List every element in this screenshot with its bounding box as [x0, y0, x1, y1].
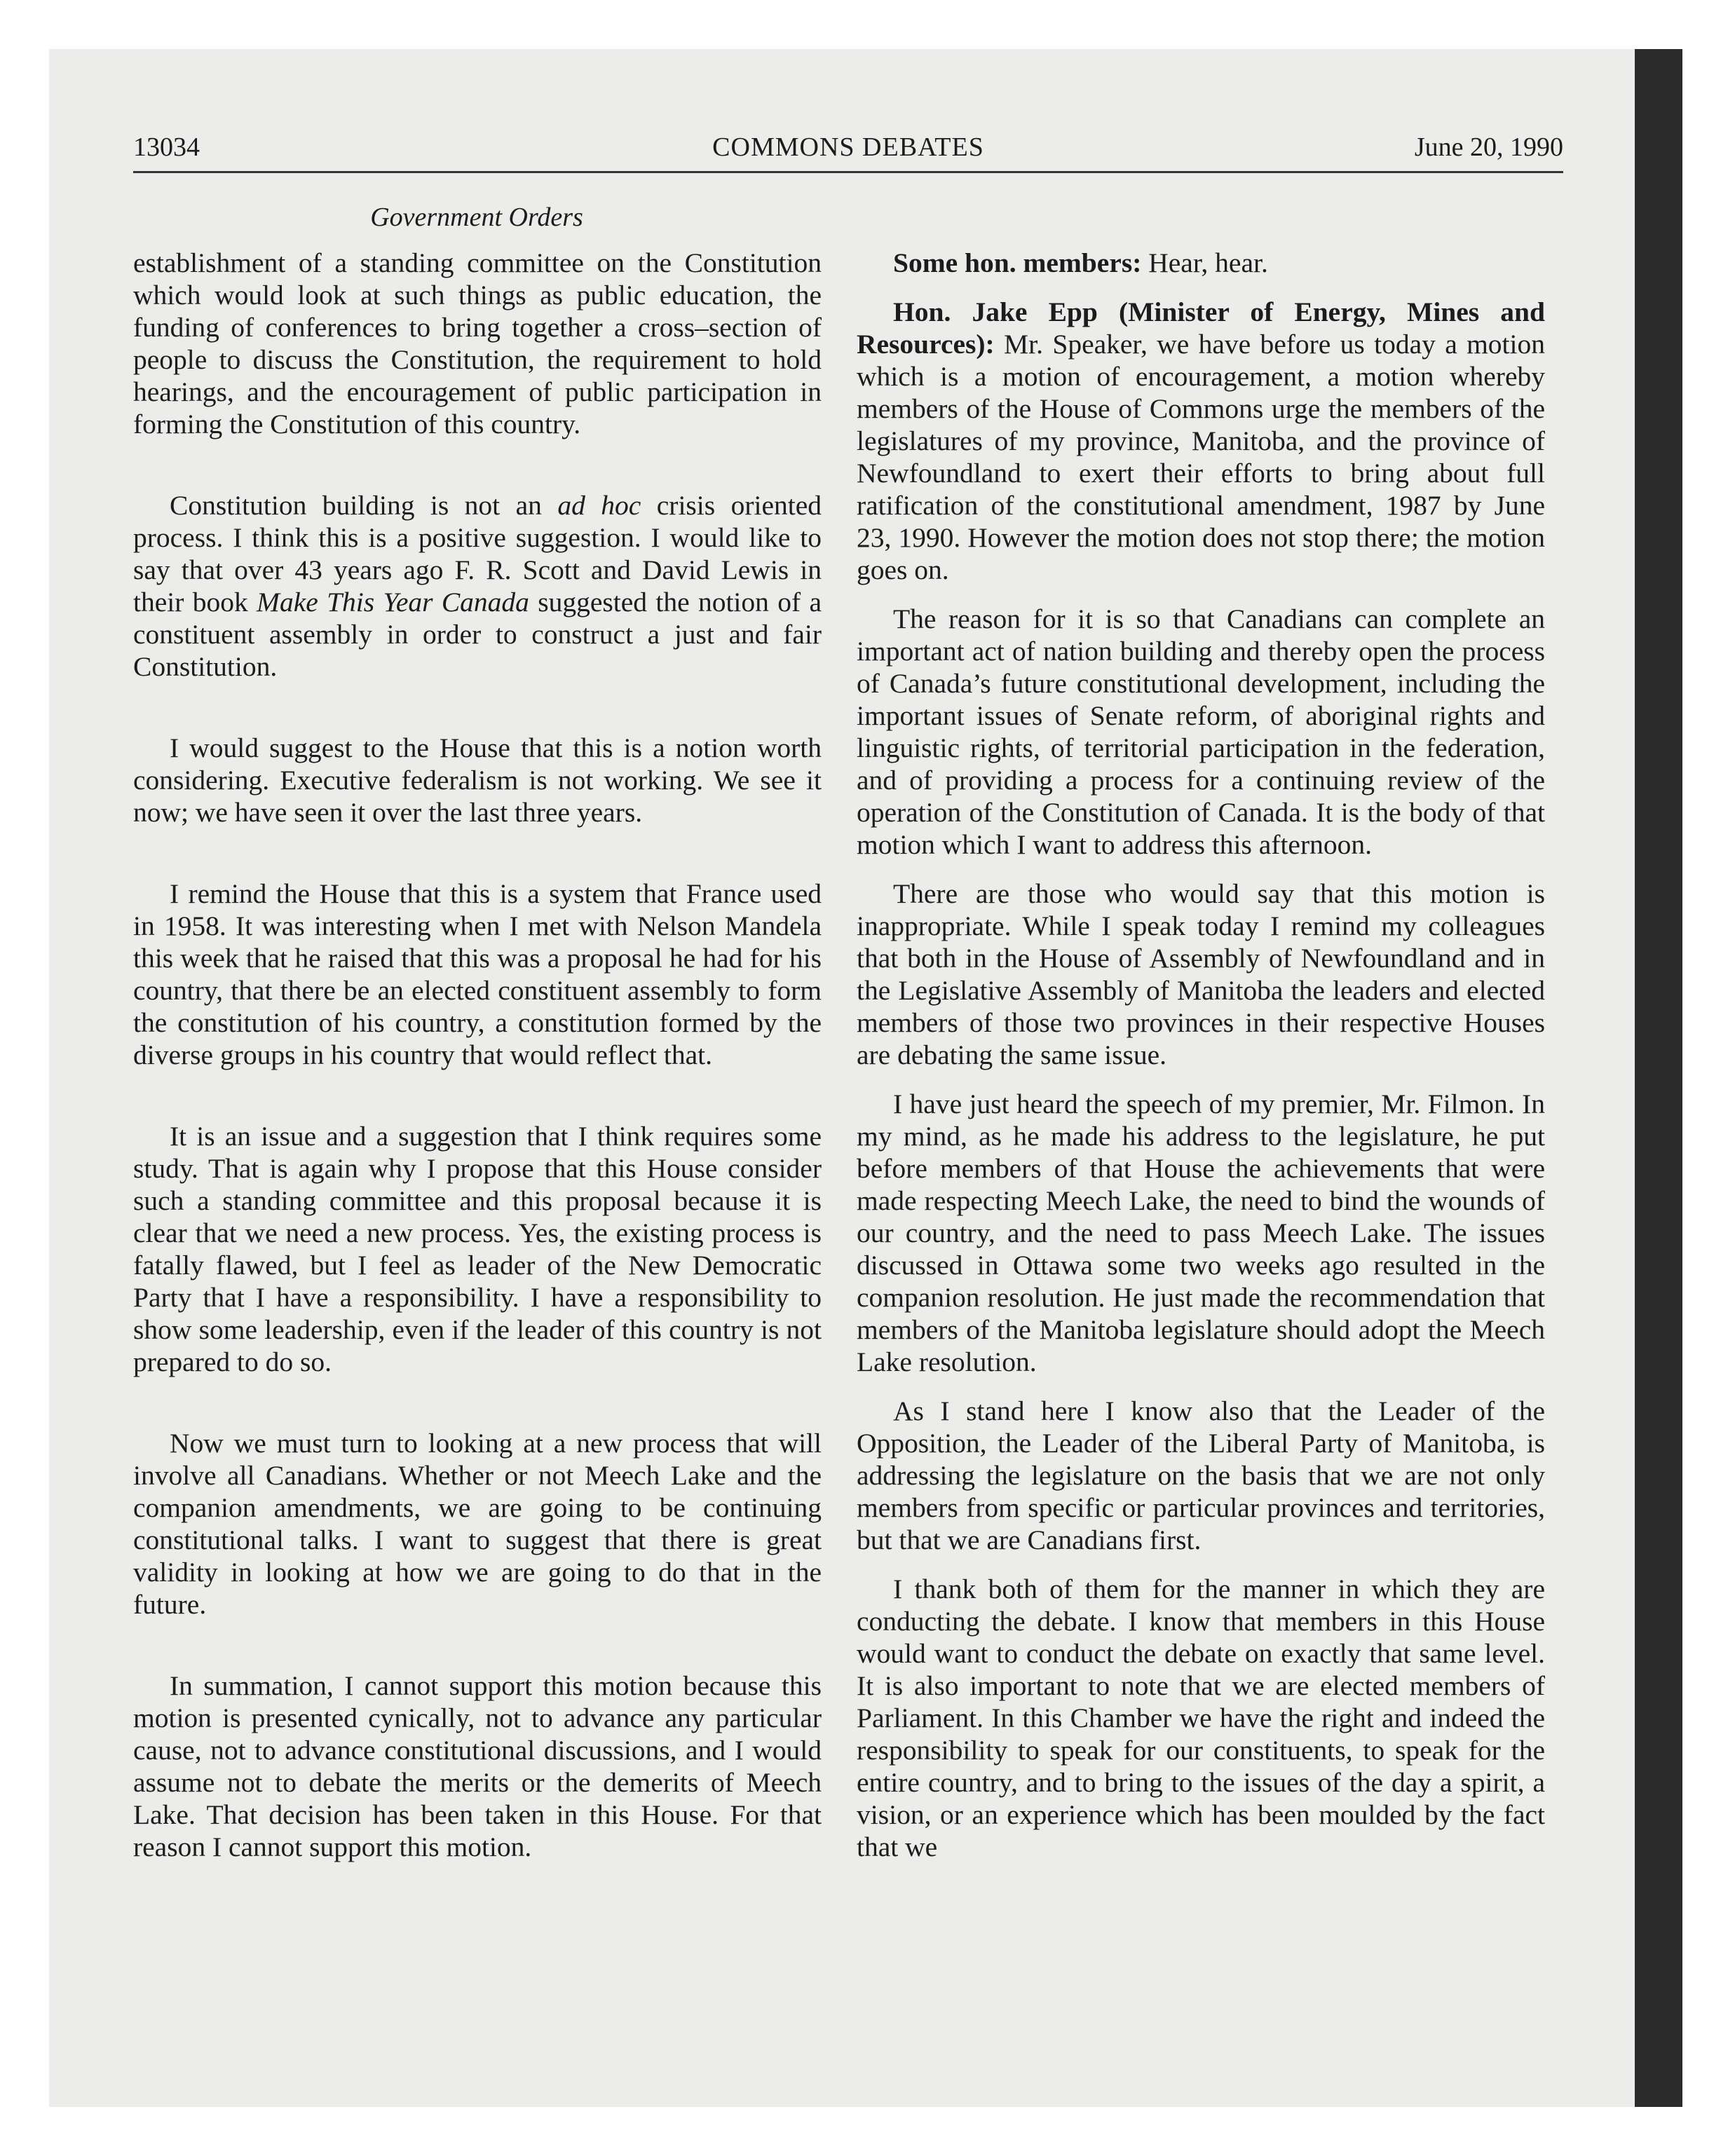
paragraph: There are those who would say that this motion is inappropriate. While I speak today I remind my colleagues that both in the House of Assembly of Newfoundland and in the Legislative Assembly of Manitoba the leaders and elected members of those two provinces in their respective Houses are debating the same issue.	[857, 878, 1545, 1070]
paragraph: I would suggest to the House that this is a notion worth considering. Executive federalism is not working. We see it now; we have seen it over the last three years.	[133, 732, 822, 828]
paragraph: Now we must turn to looking at a new process that will involve all Canadians. Whether or not Meech Lake and the companion amendments, we are going to be continuing constitutional talks. I want to suggest that there is great validity in looking at how we are going to do that in the future.	[133, 1428, 822, 1620]
publication-title: COMMONS DEBATES	[712, 132, 984, 162]
header-rule	[133, 171, 1563, 173]
page-number: 13034	[133, 132, 200, 162]
page-date: June 20, 1990	[1414, 132, 1563, 162]
paragraph: It is an issue and a suggestion that I think requires some study. That is again why I propose that this House consider such a standing committee and this proposal because it is clear that we need a new process. Yes, the existing process is fatally flawed, but I feel as leader of the New Democratic Party that I have a responsibility. I have a responsibility to show some leadership, even if the leader of this country is not prepared to do so.	[133, 1121, 822, 1377]
speaker-paragraph: Hon. Jake Epp (Minister of Energy, Mines and Resources): Mr. Speaker, we have before us today a motion which is a motion of encouragement, a motion whereby members of the House of Commons urge the members of the legislatures of my province, Manitoba, and the province of Newfoundland to exert their efforts to bring about full ratification of the constitutional amendment, 1987 by June 23, 1990. However the motion does not stop there; the motion goes on.	[857, 296, 1545, 585]
paragraph: I have just heard the speech of my premier, Mr. Filmon. In my mind, as he made his address to the legislature, he put before members of that House the achievements that were made respecting Meech Lake, the need to bind the wounds of our country, and the need to pass Meech Lake. The issues discussed in Ottawa some two weeks ago resulted in the companion resolution. He just made the recommendation that members of the Manitoba legislature should adopt the Meech Lake resolution.	[857, 1089, 1545, 1377]
paragraph: I remind the House that this is a system that France used in 1958. It was interesting when I met with Nelson Mandela this week that he raised that this was a proposal he had for his country, that there be an elected constituent assembly to form the constitution of his country, a constitution formed by the diverse groups in his country that would reflect that.	[133, 878, 822, 1070]
paragraph: In summation, I cannot support this motion because this motion is presented cynically, not to advance any particular cause, not to advance constitutional discussions, and I would assume not to debate the merits or the demerits of Meech Lake. That decision has been taken in this House. For that reason I cannot support this motion.	[133, 1670, 822, 1862]
right-column	[857, 247, 1545, 2048]
paragraph: As I stand here I know also that the Leader of the Opposition, the Leader of the Liberal Party of Manitoba, is addressing the legislature on the basis that we are not only members from specific or particular provinces and territories, but that we are Canadians first.	[857, 1396, 1545, 1555]
page-edge-shadow	[1635, 49, 1682, 2107]
italic-term: ad hoc	[557, 490, 641, 521]
paragraph: establishment of a standing committee on the Constitution which would look at such things as public education, the funding of conferences to bring together a cross–section of people to discuss the Constitution, the requirement to hold hearings, and the encouragement of public participation in forming the Constitution of this country.	[133, 247, 822, 439]
speaker-name: Some hon. members:	[893, 247, 1142, 278]
speaker-paragraph: Some hon. members: Hear, hear.	[893, 247, 1268, 278]
book-title: Make This Year Canada	[257, 587, 529, 618]
section-title: Government Orders	[370, 203, 583, 232]
page-header	[133, 126, 1563, 168]
paragraph: I thank both of them for the manner in which they are conducting the debate. I know that members in this House would want to conduct the debate on exactly that same level. It is also important to note that we are elected members of Parliament. In this Chamber we have the right and indeed the responsibility to speak for our constituents, to speak for the entire country, and to bring to the issues of the day a spirit, a vision, or an experience which has been moulded by the fact that we	[857, 1574, 1545, 1862]
left-column	[133, 247, 822, 2048]
paragraph: Constitution building is not an ad hoc crisis oriented process. I think this is a positive suggestion. I would like to say that over 43 years ago F. R. Scott and David Lewis in their book Make This Year Canada suggested the notion of a constituent assembly in order to construct a just and fair Constitution.	[133, 490, 822, 682]
speaker-name: Hon. Jake Epp (Minister of Energy, Mines and Resources):	[857, 296, 1545, 360]
paragraph: The reason for it is so that Canadians can complete an important act of nation building and thereby open the process of Canada’s future constitutional development, including the important issues of Senate reform, of aboriginal rights and linguistic rights, of territorial participation in the federation, and of providing a process for a continuing review of the operation of the Constitution of Canada. It is the body of that motion which I want to address this afternoon.	[857, 603, 1545, 860]
